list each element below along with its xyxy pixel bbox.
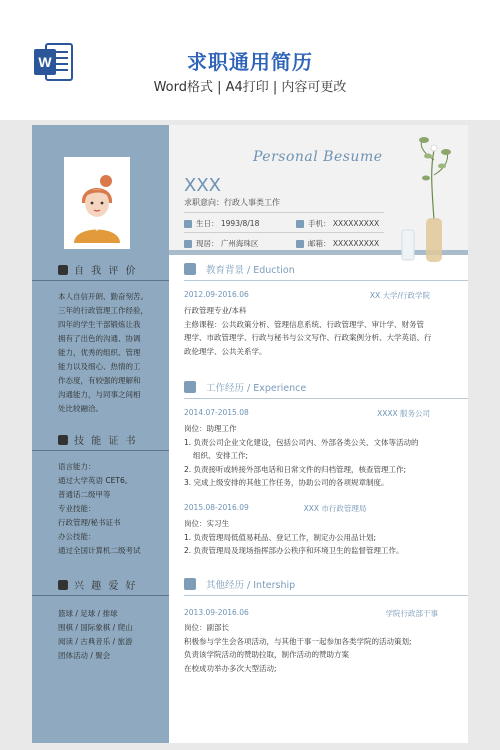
birth-info [184, 218, 259, 229]
hobby-text [58, 607, 156, 663]
work-heading [184, 380, 306, 394]
self-eval-line: 本人自信开朗、勤奋刻苦。 [58, 292, 148, 301]
education-title: 教育背景 / Eduction [206, 265, 295, 276]
residence-text: 现居： 广州海珠区 [196, 239, 259, 248]
hobby-icon [58, 580, 68, 590]
avatar-illustration [68, 163, 126, 243]
person-icon [58, 265, 68, 275]
education-org: XX 大学/行政学院 [369, 291, 430, 300]
job-1-line: 2. 负责接听或转接外部电话和日常文件的归档管理，核查管理工作; [184, 464, 407, 474]
avatar [64, 157, 130, 249]
self-eval-title: 自 我 评 价 [74, 266, 138, 277]
education-date: 2012.09-2016.06 [184, 290, 249, 299]
hobby-title: 兴 趣 爱 好 [74, 581, 138, 592]
email-text: 邮箱： XXXXXXXXX [308, 239, 380, 248]
skills-line: 普通话二级甲等 [58, 490, 111, 499]
svg-text:W: W [38, 54, 52, 70]
job-1-org: XXXX 服务公司 [377, 409, 430, 418]
other-line: 积极参与学生会各项活动，与其他干事一起参加各类学院的活动策划; [184, 636, 412, 646]
education-text [184, 304, 454, 358]
education-line: 政伦理学、公共关系学。 [184, 346, 267, 356]
self-eval-line: 处比较融洽。 [58, 404, 103, 413]
hobby-line: 阅读 / 古典音乐 / 旅游 [58, 637, 133, 646]
email-info [296, 238, 379, 249]
header-english-title: Personal Besume [253, 149, 383, 165]
job-1-line: 1. 负责公司企业文化建设，包括公司内、外部各类公关、文体等活动的 [184, 437, 419, 447]
gear-icon [184, 578, 196, 590]
certificate-icon [58, 435, 68, 445]
job-1-text [184, 422, 454, 490]
education-line: 主修课程：公共政策分析、管理信息系统、行政管理学、审计学、财务管 [184, 319, 424, 329]
self-eval-line: 能力以及细心、热情的工 [58, 362, 141, 371]
graduation-cap-icon [184, 263, 196, 275]
education-line: 理学、市政管理学、行政与秘书与公文写作、行政案例分析、大学英语、行 [184, 333, 432, 342]
skills-line: 语言能力： [58, 462, 96, 471]
other-rule [184, 595, 468, 596]
hobby-line: 围棋 / 国际象棋 / 爬山 [58, 623, 133, 632]
hobby-heading [58, 577, 138, 592]
other-text [184, 621, 454, 675]
self-eval-line: 能力，优秀的组织、管理 [58, 348, 141, 357]
work-title: 工作经历 / Experience [206, 383, 307, 394]
hobby-line: 团体活动 / 聚会 [58, 651, 111, 660]
other-heading [184, 577, 295, 591]
phone-text: 手机： XXXXXXXXX [308, 219, 380, 228]
job-2-org: XXX 市行政管理局 [303, 504, 367, 513]
skills-line: 专业技能： [58, 504, 96, 513]
job-2-line: 岗位：实习生 [184, 519, 229, 528]
self-eval-rule [32, 280, 169, 281]
briefcase-icon [184, 381, 196, 393]
other-org: 学院行政部干事 [385, 609, 438, 618]
other-line: 岗位：副部长 [184, 623, 229, 632]
job-1-line: 岗位：助理工作 [184, 424, 237, 433]
skills-title: 技 能 证 书 [74, 436, 138, 447]
page-title: 求职通用简历 [187, 50, 313, 74]
skills-heading [58, 432, 138, 447]
education-line: 行政管理专业/本科 [184, 306, 247, 315]
hobby-rule [32, 595, 169, 596]
info-separator-2 [184, 232, 384, 233]
job-1-line: 组织、安排工作; [193, 451, 249, 460]
self-eval-line: 拥有了出色的沟通、协调 [58, 334, 141, 343]
job-2-line: 1. 负责管理局低值易耗品、登记工作，制定办公用品计划; [184, 532, 377, 542]
other-date: 2013.09-2016.06 [184, 608, 249, 617]
skills-rule [32, 450, 169, 451]
mail-icon [296, 240, 304, 248]
self-eval-line: 三年的行政管理工作经验， [58, 306, 148, 315]
phone-info [296, 218, 379, 229]
page-subtitle: Word格式 | A4打印 | 内容可更改 [153, 80, 347, 95]
skills-line: 行政管理/秘书证书 [58, 518, 121, 527]
skills-line: 通过全国计算机二级考试 [58, 546, 141, 555]
self-eval-line: 作态度，有较强的理解和 [58, 376, 141, 385]
skills-text [58, 460, 156, 558]
job-intent: 求职意向：行政人事类工作 [184, 198, 280, 207]
other-title: 其他经历 / Intership [206, 580, 296, 591]
other-line: 负责该学院活动的赞助拉取，制作活动的赞助方案 [184, 650, 349, 659]
hobby-line: 篮球 / 足球 / 排球 [58, 609, 118, 618]
job-2-line: 2. 负责管理局及现场指挥部办公秩序和环境卫生的监督管理工作。 [184, 546, 404, 555]
candidate-name: XXX [184, 175, 221, 196]
other-line: 在校成功举办多次大型活动; [184, 663, 277, 673]
self-eval-line: 四年的学生干部锻炼让我 [58, 320, 141, 329]
skills-line: 通过大学英语 CET6。 [58, 476, 133, 485]
location-icon [184, 240, 192, 248]
job-2-text [184, 517, 454, 558]
calendar-icon [184, 220, 192, 228]
self-eval-heading [58, 262, 138, 277]
work-rule [184, 398, 468, 399]
residence-info [184, 238, 258, 249]
job-2-date: 2015.08-2016.09 [184, 503, 249, 512]
job-1-line: 3. 完成上级安排的其他工作任务，协助公司的各项规章制度。 [184, 478, 389, 487]
skills-line: 办公技能： [58, 532, 96, 541]
education-heading [184, 262, 295, 276]
self-eval-text [58, 290, 156, 416]
info-separator-1 [184, 212, 384, 213]
flower-vase-illustration [400, 130, 468, 265]
birth-text: 生日： 1993/8/18 [196, 219, 260, 228]
page-header [0, 0, 500, 120]
job-1-date: 2014.07-2015.08 [184, 408, 249, 417]
phone-icon [296, 220, 304, 228]
education-rule [184, 280, 468, 281]
self-eval-line: 沟通能力，与同事之间相 [58, 390, 141, 399]
